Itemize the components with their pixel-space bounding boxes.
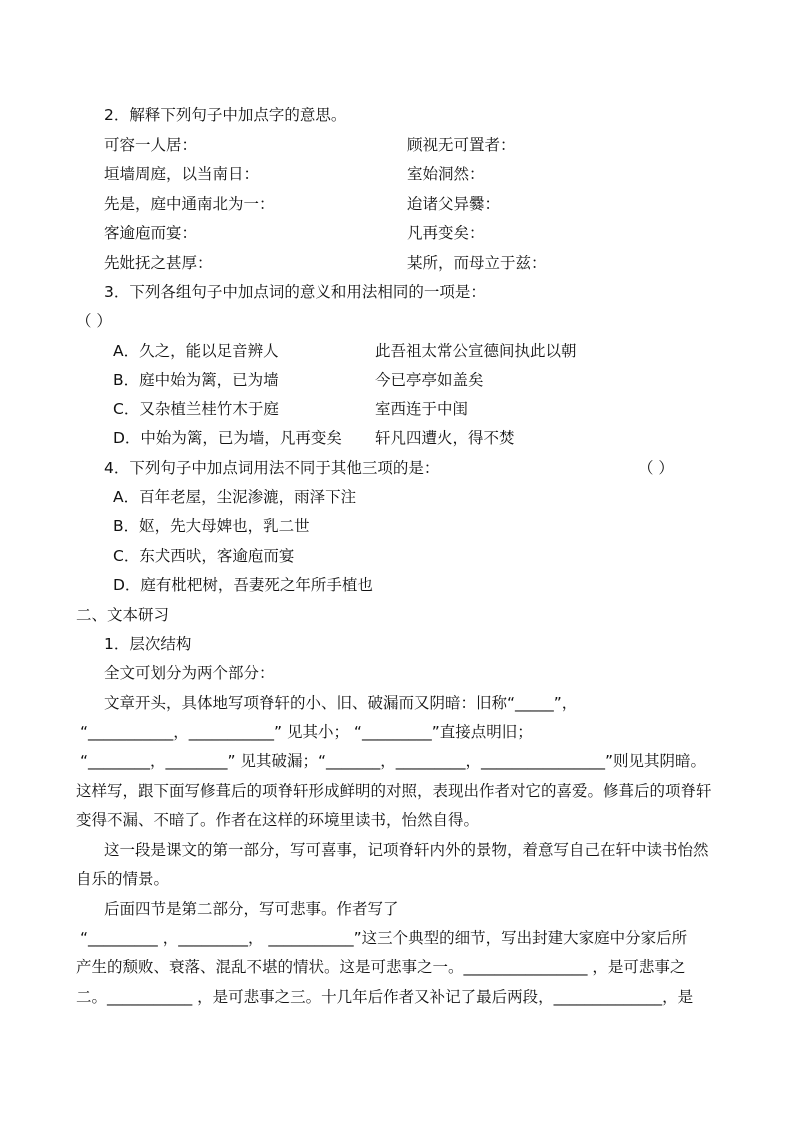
q4-option-d: D．庭有枇杷树，吾妻死之年所手植也 — [113, 576, 373, 594]
structure-line-3: “________，________” 见其破漏；“_______，_________，________________”则见其阴暗。 — [80, 752, 707, 770]
part2-summary-line-2: “_________ ，_________， ___________”这三个典型的细节，写出封建大家庭中分家后所 — [80, 929, 688, 947]
q3-answer-paren: （ ） — [76, 312, 112, 330]
q2-row-5-left: 先妣抚之甚厚： — [104, 254, 213, 272]
q2-row-3-right: 迨诸父异爨： — [407, 195, 501, 213]
part2-summary-line-1: 后面四节是第二部分，写可悲事。作者写了 — [104, 900, 399, 918]
q3-option-c-left: C．又杂植兰桂竹木于庭 — [113, 400, 279, 418]
q4-answer-paren: （ ） — [638, 459, 674, 477]
structure-line-4: 这样写，跟下面写修葺后的项脊轩形成鲜明的对照，表现出作者对它的喜爱。修葺后的项脊轩 — [76, 782, 712, 800]
structure-line-2: “___________，___________” 见其小； “_________”直接点明旧； — [80, 723, 533, 741]
q3-title: 3．下列各组句子中加点词的意义和用法相同的一项是： — [104, 283, 486, 301]
q2-title: 2．解释下列句子中加点字的意思。 — [104, 106, 347, 124]
part1-summary-line-2: 自乐的情景。 — [76, 870, 170, 888]
q4-title: 4．下列句子中加点词用法不同于其他三项的是： — [104, 459, 440, 477]
q3-option-d-right: 轩凡四遭火，得不焚 — [375, 429, 515, 447]
q4-option-c: C．东犬西吠，客逾庖而宴 — [113, 547, 295, 565]
part2-summary-line-4: 二。___________ ，是可悲事之三。十几年后作者又补记了最后两段，______________，是 — [76, 988, 694, 1006]
structure-line-5: 变得不漏、不暗了。作者在这样的环境里读书，怡然自得。 — [76, 811, 480, 829]
section-2-heading: 二、文本研习 — [76, 606, 170, 624]
section-2-subheading: 1．层次结构 — [104, 635, 192, 653]
q2-row-2-right: 室始洞然： — [407, 165, 485, 183]
q2-row-1-right: 顾视无可置者： — [407, 136, 516, 154]
q3-option-c-right: 室西连于中闺 — [375, 400, 469, 418]
section-2-intro: 全文可划分为两个部分： — [104, 664, 275, 682]
structure-line-1: 文章开头，具体地写项脊轩的小、旧、破漏而又阴暗：旧称“_____”， — [104, 694, 578, 712]
q3-option-a-right: 此吾祖太常公宣德间执此以朝 — [375, 342, 577, 360]
q2-row-5-right: 某所，而母立于兹： — [407, 254, 547, 272]
q3-option-b-left: B．庭中始为篱，已为墙 — [113, 371, 279, 389]
q2-row-4-left: 客逾庖而宴： — [104, 224, 198, 242]
part1-summary-line-1: 这一段是课文的第一部分，写可喜事，记项脊轩内外的景物，着意写自己在轩中读书怡然 — [104, 841, 709, 859]
q3-option-d-left: D．中始为篱，已为墙，凡再变矣 — [113, 429, 342, 447]
part2-summary-line-3: 产生的颓败、衰落、混乱不堪的情状。这是可悲事之一。________________ ，是可悲事之 — [76, 958, 686, 976]
q2-row-1-left: 可容一人居： — [104, 136, 198, 154]
q3-option-b-right: 今已亭亭如盖矣 — [375, 371, 484, 389]
q3-option-a-left: A．久之，能以足音辨人 — [113, 342, 279, 360]
q2-row-3-left: 先是，庭中通南北为一： — [104, 195, 275, 213]
q2-row-4-right: 凡再变矣： — [407, 224, 485, 242]
q4-option-a: A．百年老屋，尘泥渗漉，雨泽下注 — [113, 488, 357, 506]
q4-option-b: B．妪，先大母婢也，乳二世 — [113, 517, 310, 535]
q2-row-2-left: 垣墙周庭，以当南日： — [104, 165, 260, 183]
